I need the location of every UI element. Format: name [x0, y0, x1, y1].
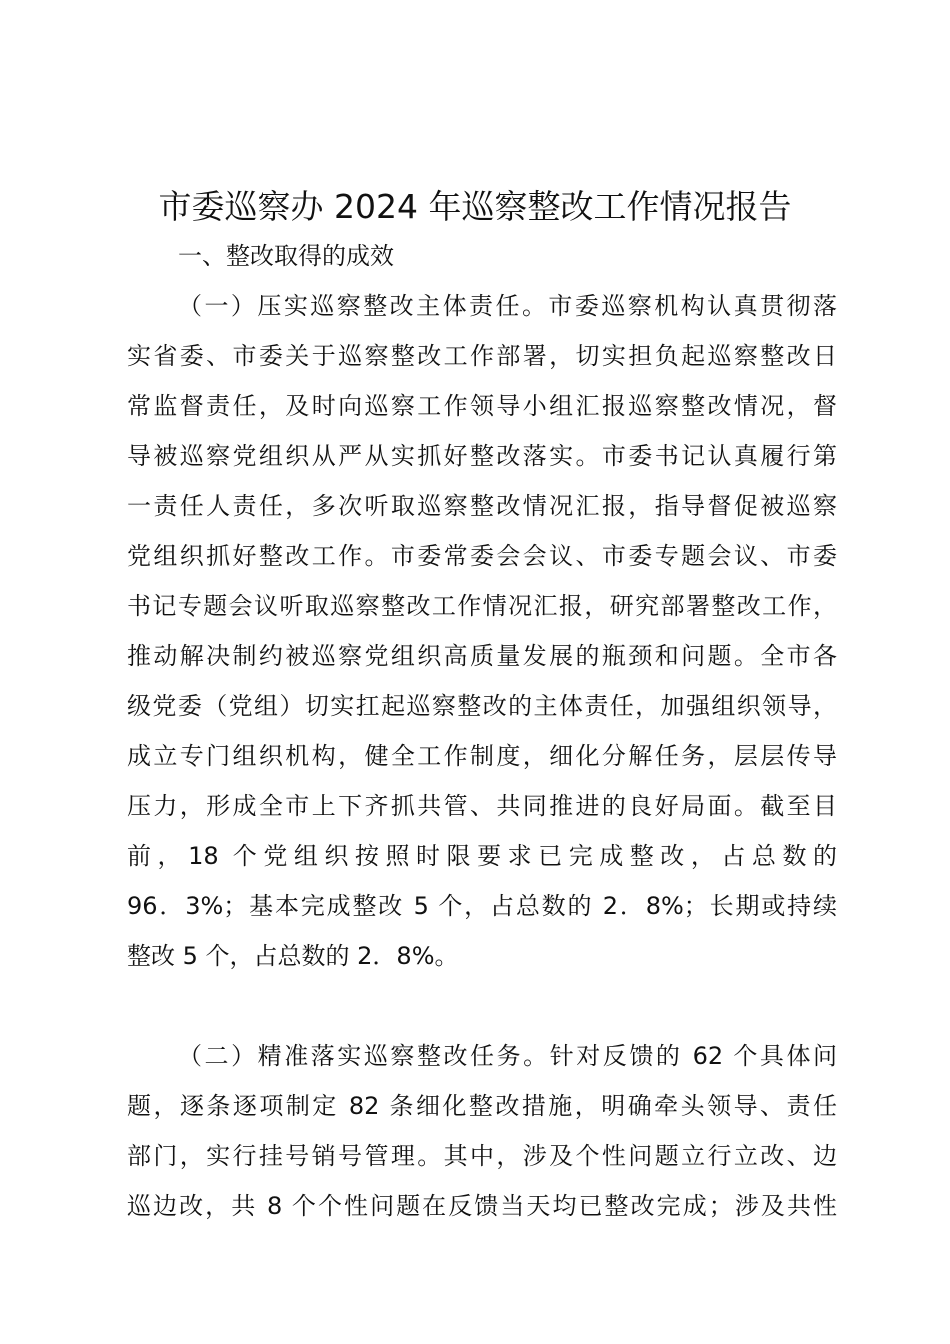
paragraph-line-last: 整改 5 个，占总数的 2．8%。 [127, 942, 459, 970]
paragraph-line: 题，逐条逐项制定 82 条细化整改措施，明确牵头领导、责任 [127, 1092, 837, 1120]
paragraph-line: 巡边改，共 8 个个性问题在反馈当天均已整改完成；涉及共性 [127, 1192, 837, 1220]
paragraph-line: （二）精准落实巡察整改任务。针对反馈的 62 个具体问 [178, 1042, 837, 1070]
paragraph-line: 实省委、市委关于巡察整改工作部署，切实担负起巡察整改日 [127, 342, 837, 370]
paragraph-line: 书记专题会议听取巡察整改工作情况汇报，研究部署整改工作， [127, 592, 837, 620]
paragraph-line: 前，18 个党组织按照时限要求已完成整改，占总数的 [127, 842, 837, 870]
paragraph-line: 压力，形成全市上下齐抓共管、共同推进的良好局面。截至目 [127, 792, 837, 820]
section-heading-1: 一、整改取得的成效 [178, 242, 394, 270]
paragraph-line: 导被巡察党组织从严从实抓好整改落实。市委书记认真履行第 [127, 442, 837, 470]
paragraph-line: （一）压实巡察整改主体责任。市委巡察机构认真贯彻落 [178, 292, 837, 320]
paragraph-line: 推动解决制约被巡察党组织高质量发展的瓶颈和问题。全市各 [127, 642, 837, 670]
paragraph-line: 级党委（党组）切实扛起巡察整改的主体责任，加强组织领导， [127, 692, 837, 720]
paragraph-line: 一责任人责任，多次听取巡察整改情况汇报，指导督促被巡察 [127, 492, 837, 520]
paragraph-line: 党组织抓好整改工作。市委常委会会议、市委专题会议、市委 [127, 542, 837, 570]
document-title: 市委巡察办 2024 年巡察整改工作情况报告 [158, 187, 792, 226]
paragraph-line: 96．3%；基本完成整改 5 个，占总数的 2．8%；长期或持续 [127, 892, 837, 920]
paragraph-line: 成立专门组织机构，健全工作制度，细化分解任务，层层传导 [127, 742, 837, 770]
paragraph-line: 常监督责任，及时向巡察工作领导小组汇报巡察整改情况，督 [127, 392, 837, 420]
paragraph-line: 部门，实行挂号销号管理。其中，涉及个性问题立行立改、边 [127, 1142, 837, 1170]
